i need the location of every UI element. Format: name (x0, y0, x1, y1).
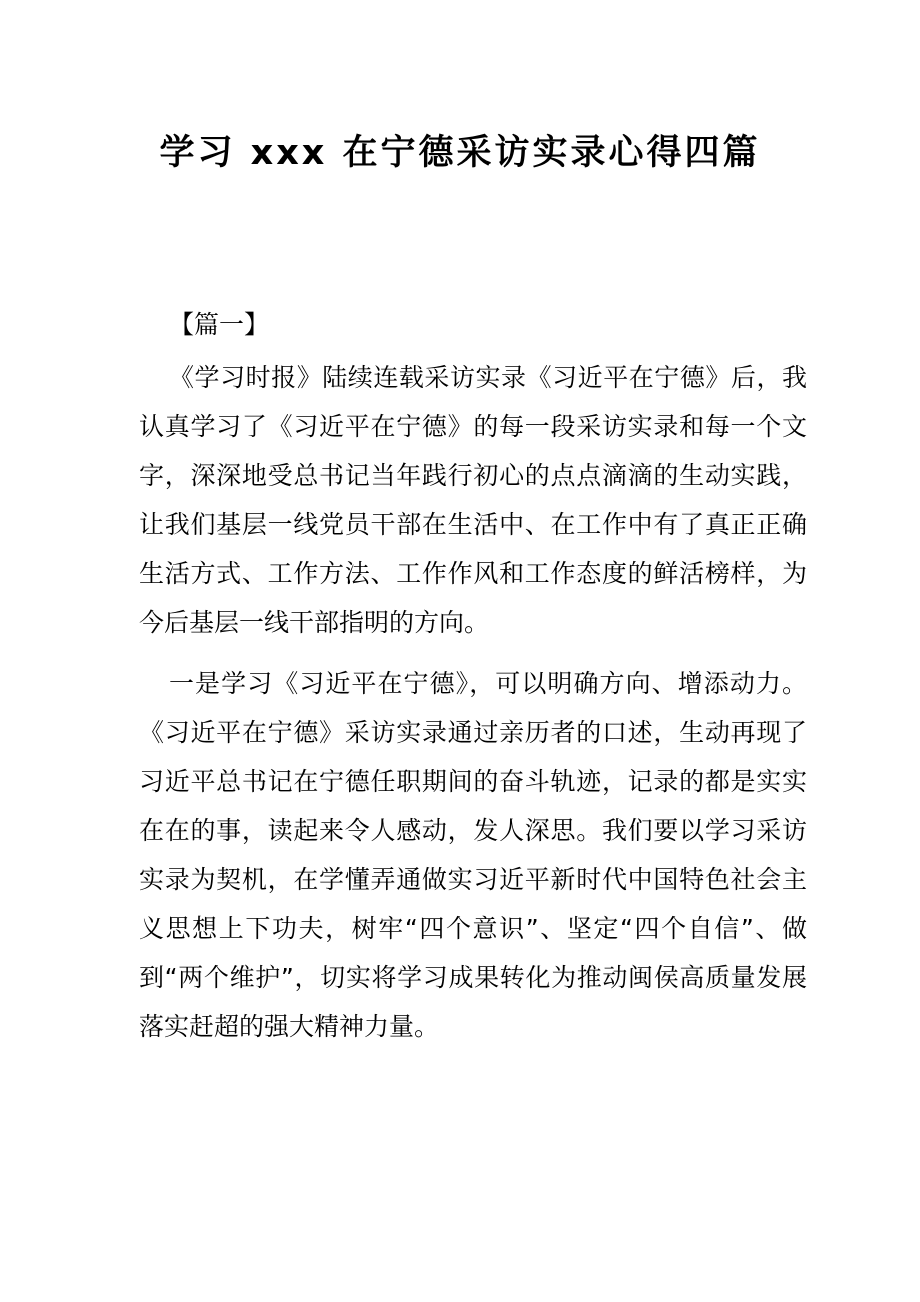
paragraph-1: 《学习时报》陆续连载采访实录《习近平在宁德》后，我认真学习了《习近平在宁德》的每一段采访实录和每一个文字，深深地受总书记当年践行初心的点点滴滴的生动实践，让我们基层一线党员干部在生活中、在工作中有了真正正确生活方式、工作方法、工作作风和工作态度的鲜活榜样，为今后基层一线干部指明的方向。 (139, 363, 807, 637)
document-body (139, 305, 807, 1051)
paragraph-2: 一是学习《习近平在宁德》，可以明确方向、增添动力。《习近平在宁德》采访实录通过亲历者的口述，生动再现了习近平总书记在宁德任职期间的奋斗轨迹，记录的都是实实在在的事，读起来令人感动，发人深思。我们要以学习采访实录为契机，在学懂弄通做实习近平新时代中国特色社会主义思想上下功夫，树牢“四个意识”、坚定“四个自信”、做到“两个维护”，切实将学习成果转化为推动闽侯高质量发展落实赶超的强大精神力量。 (139, 669, 807, 1041)
document-title: 学习 xxx 在宁德采访实录心得四篇 (159, 133, 761, 173)
section-label: 【篇一】 (169, 310, 270, 339)
